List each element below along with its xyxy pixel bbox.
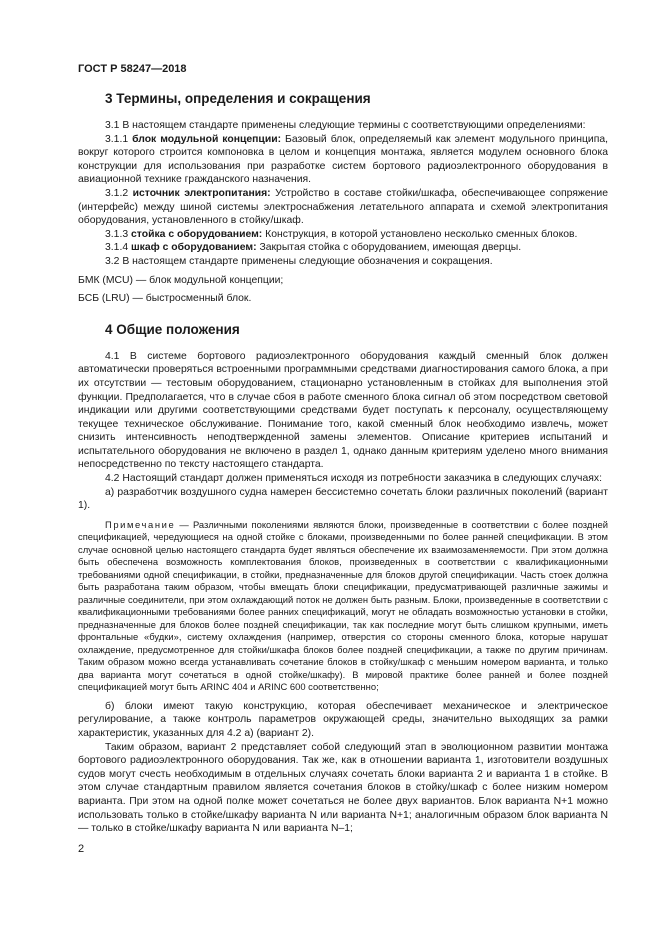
term-number: 3.1.2 bbox=[105, 187, 133, 199]
list-item-a: а) разработчик воздушного судна намерен бессистемно сочетать блоки различных поколений (вариант 1). bbox=[78, 486, 608, 512]
list-item-b: б) блоки имеют такую конструкцию, которая обеспечивает механическое и электрическое регулирование, а также контроль параметров окружающей среды, значительно выходящих за рамки характеристик, указанных для 4.2 а) (вариант 2). bbox=[78, 700, 608, 740]
section-3-title: 3 Термины, определения и сокращения bbox=[105, 91, 371, 106]
paragraph-4-1: 4.1 В системе бортового радиоэлектронного оборудования каждый сменный блок должен автоматически проверяться встроенными программными средствами диагностирования самого блока, а при их отсутствии — тестовым оборудованием, стационарно установленным в стойках для выполнения этой функции. Предполагается, что в случае сбоя в работе сменного блока сигнал об этом посредством световой индикации или другими соответствующими средствами будет поступать к персоналу, осуществляющему текущее техническое обслуживание. Понимание того, какой сменный блок необходимо извлечь, может снизить интенсивность неподтвержденной замены элементов. Описание критериев испытаний и испытательного оборудования не включено в раздел 1, однако данным критериям уделено много внимания непосредственно по тексту настоящего стандарта. bbox=[78, 350, 608, 471]
term-definition: Устройство в составе стойки/шкафа, обеспечивающее сопряжение (интерфейс) между шиной системы электроснабжения летательного аппарата и схемой электропитания оборудования, установленного в стойку/шкаф. bbox=[78, 187, 608, 227]
term-definition: Базовый блок, определяемый как элемент модульного принципа, вокруг которого строится компоновка в целом и концепция монтажа, является модулем основного блока конструкции для использования при разработке систем бортового радиоэлектронного оборудования в авиационной технике гражданского назначения. bbox=[78, 133, 608, 186]
note bbox=[78, 519, 608, 694]
term-3-1-2 bbox=[78, 187, 608, 228]
term-number: 3.1.3 bbox=[105, 228, 131, 240]
document-header: ГОСТ Р 58247—2018 bbox=[78, 63, 187, 75]
term-name: блок модульной концепции: bbox=[132, 133, 282, 145]
paragraph-4-2: 4.2 Настоящий стандарт должен применяться исходя из потребности заказчика в следующих случаях: bbox=[105, 473, 602, 485]
paragraph-3-1: 3.1 В настоящем стандарте применены следующие термины с соответствующими определениями: bbox=[105, 120, 586, 131]
paragraph-3-2: 3.2 В настоящем стандарте применены следующие обозначения и сокращения. bbox=[105, 255, 493, 267]
page-number: 2 bbox=[78, 843, 85, 855]
section-4-title: 4 Общие положения bbox=[105, 321, 240, 337]
abbreviation-lru: БСБ (LRU) — быстросменный блок. bbox=[78, 293, 252, 305]
note-label: Примечание bbox=[105, 518, 176, 530]
term-3-1-4 bbox=[78, 241, 608, 255]
term-number: 3.1.4 bbox=[105, 242, 131, 254]
term-3-1-3 bbox=[78, 228, 608, 242]
page-content bbox=[78, 90, 608, 836]
term-definition: Закрытая стойка с оборудованием, имеющая дверцы. bbox=[256, 242, 522, 254]
term-number: 3.1.1 bbox=[105, 133, 133, 145]
term-name: стойка с оборудованием: bbox=[131, 228, 263, 240]
note-text: — Различными поколениями являются блоки, произведенные в соответствии с более поздней спецификацией, чередующиеся на одной стойке с блоками, произведенными по более ранней спецификации. В этом случае основной целью настоящего стандарта будет являться обеспечение их взаимозаменяемости. При этом должна быть обеспечена возможность комплектования блоков, произведенных в соответствии с квалификационными требованиями одной спецификации, в стойки, предназначенные для блоков другой спецификации. Часть стоек должна быть разработана таким образом, чтобы вмещать блоки спецификации, предусматривающей различные зажимы и различные соединители, при этом охлаждающий поток не должен быть разным. Блоки, произведенные в соответствии с квалификационными требованиями более ранних спецификаций, могут не обладать возможностью установки в стойки, предназначенные для блоков более поздней спецификации, так как последние могут быть слишком крупными, иметь фронтальные «будки», систему охлаждения (например, отверстия со стороны сменного блока, которые нарушат охлаждение, предусмотренное для стойки/шкафа блоков более поздней спецификации, а также по другим причинам. Таким образом можно всегда устанавливать сочетание блоков в стойку/шкаф с меньшим номером варианта, и только два варианта могут сочетаться в одной стойке/шкафу). В мировой практике более ранней и более поздней спецификацией могут быть ARINC 404 и ARINC 600 соответственно; bbox=[78, 518, 608, 693]
term-definition: Конструкция, в которой установлено несколько сменных блоков. bbox=[262, 228, 578, 240]
term-3-1-1 bbox=[78, 133, 608, 187]
abbreviation-mcu: БМК (MCU) — блок модульной концепции; bbox=[78, 274, 284, 286]
paragraph-variant-2: Таким образом, вариант 2 представляет собой следующий этап в эволюционном развитии монтажа бортового радиоэлектронного оборудования. Так же, как в отношении варианта 1, изготовители воздушных судов могут счесть необходимым в отдельных случаях сочетать блоки варианта 2 и варианта 1 в стойке. В этом случае стандартным правилом является сочетания блоков в стойку/шкаф с более низким номером варианта. При этом на одной полке может сочетаться не более двух вариантов. Блок варианта N+1 можно использовать только в стойке/шкафу варианта N или варианта N+1; аналогичным образом блок варианта N — только в стойке/шкафу варианта N или варианта N–1; bbox=[78, 741, 608, 835]
term-name: шкаф с оборудованием: bbox=[131, 242, 257, 254]
term-name: источник электропитания: bbox=[132, 187, 271, 199]
